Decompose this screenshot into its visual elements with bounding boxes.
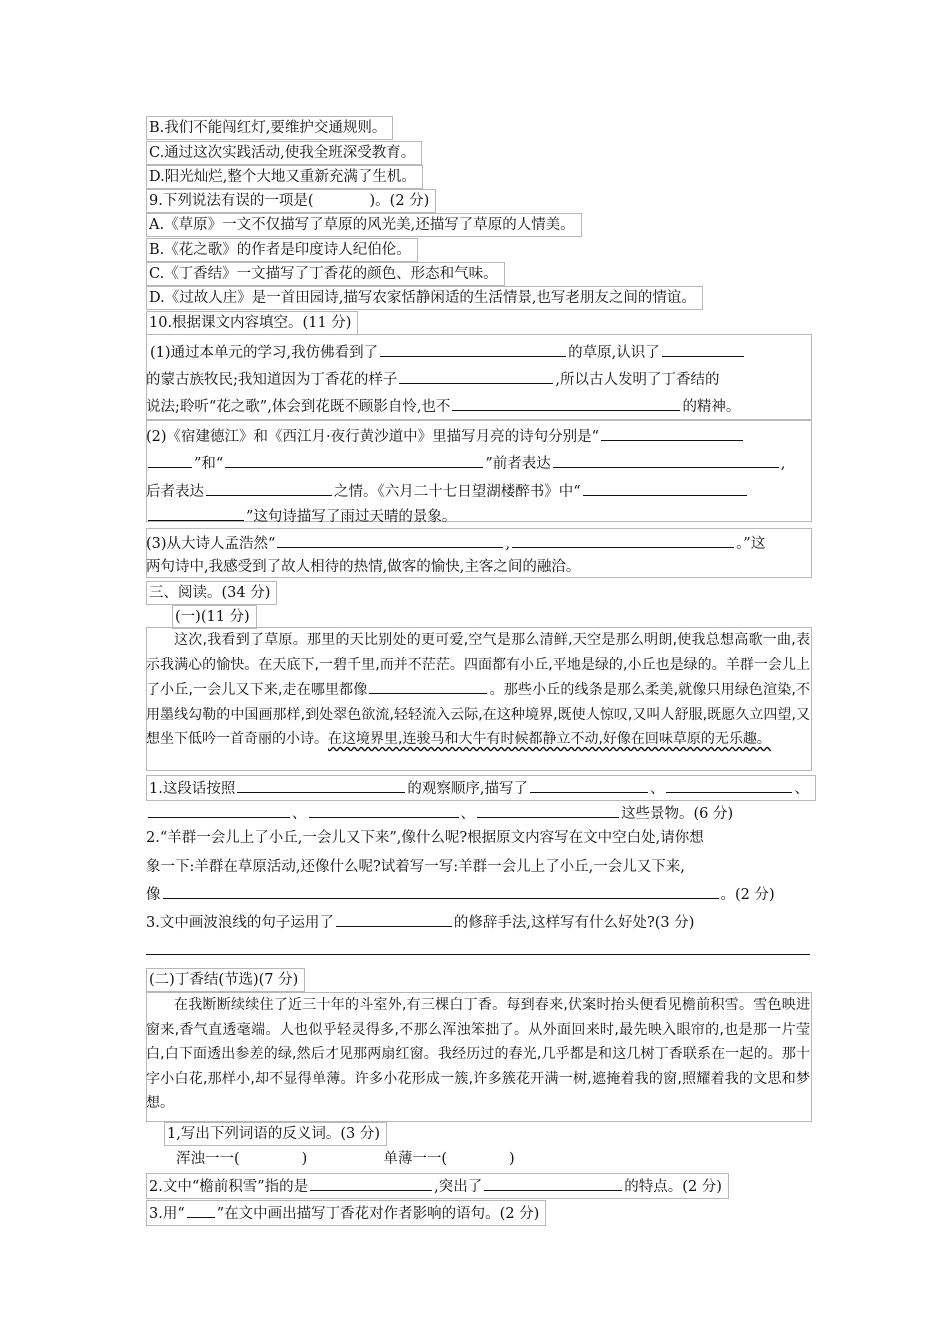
q10-p2-text-b: ”和“ — [194, 456, 224, 472]
q10-blank-9b[interactable] — [148, 504, 244, 521]
q10-blank-2[interactable] — [662, 340, 744, 357]
r1-text-f: 、 — [460, 806, 475, 822]
r3-answer-line[interactable] — [146, 954, 810, 955]
q10-blank-5b[interactable] — [148, 451, 192, 468]
q9-option-c: C.《丁香结》一文描写了丁香花的颜色、形态和气味。 — [146, 262, 505, 286]
q8-option-c: C.通过这次实践活动,使我全班深受教育。 — [146, 141, 422, 165]
passage1-wavy-sentence: 在这境界里,连骏马和大牛有时候都静立不动,好像在回味草原的无乐趣。 — [328, 731, 771, 747]
q10-blank-9a[interactable] — [583, 479, 747, 496]
r1-blank-3[interactable] — [148, 801, 290, 818]
part2-title: (二)丁香结(节选)(7 分) — [146, 968, 305, 992]
q10-p1-text-a: (1)通过本单元的学习,我仿佛看到了 — [150, 345, 379, 361]
q10-part1-line3 — [146, 394, 740, 418]
s3-text-b: ”在文中画出描写丁香花对作者影响的语句。(2 分) — [216, 1206, 540, 1222]
passage2-text: 在我断断续续住了近三十年的斗室外,有三棵白丁香。每到春来,伏案时抬头便看见檐前积雪。雪色映进窗来,香气直透毫端。人也似乎轻灵得多,不那么浑浊笨拙了。从外面回来时,最先映入眼帘的,也是那一片莹白,白下面透出参差的绿,然后才见那两扇红窗。我经历过的春光,几乎都是和这几树丁香联系在一起的。那十字小白花,那样小,却不显得单薄。许多小花形成一簇,许多簇花开满一树,遮掩着我的窗,照耀着我的文思和梦想。 — [146, 997, 810, 1111]
q10-p1-text-f: 的精神。 — [682, 399, 741, 415]
q9-option-d: D.《过故人庄》是一首田园诗,描写农家恬静闲适的生活情景,也写老朋友之间的情谊。 — [146, 286, 703, 310]
part1-title: (一)(11 分) — [172, 605, 257, 629]
q10-part2-line4 — [146, 504, 456, 528]
s2-blank-2[interactable] — [484, 1174, 622, 1191]
passage1-text-b: 。那些小丘的线条是那么柔美,就像只用绿色渲染,不用墨线勾勒的中国画那样,到处翠色欲流,轻轻流入云际,在这种境界,既使人惊叹,又叫人舒服,既愿久立四望,又想坐下低吟一首奇丽的小诗。 — [146, 682, 810, 747]
passage1-text-a: 这次,我看到了草原。那里的天比别处的更可爱,空气是那么清鲜,天空是那么明朗,使我总想高歌一曲,表示我满心的愉快。在天底下,一碧千里,而并不茫茫。四面都有小丘,平地是绿的,小丘也是绿的。羊群一会儿上了小丘,一会儿又下来,走在哪里都像 — [146, 632, 810, 698]
q9-stem-start: 9.下列说法有误的一项是( — [149, 193, 314, 209]
r1-text-g: 这些景物。(6 分) — [621, 806, 734, 822]
s3-line — [146, 1200, 546, 1226]
q9-stem — [146, 189, 436, 213]
r3-blank-rhetoric[interactable] — [336, 910, 452, 927]
r3-text-a: 3.文中画波浪线的句子运用了 — [146, 915, 334, 931]
q10-blank-11[interactable] — [512, 531, 734, 548]
q10-p1-text-b: 的草原,认识了 — [568, 345, 660, 361]
q10-p3-text-c: 。”这 — [736, 536, 766, 552]
q10-p1-text-c: 的蒙古族牧民;我知道因为丁香花的样子 — [146, 372, 398, 388]
section3-title: 三、阅读。(34 分) — [146, 581, 277, 605]
r2-text-d: 。(2 分) — [720, 887, 775, 903]
q10-p2-text-a: (2)《宿建德江》和《西江月·夜行黄沙道中》里描写月亮的诗句分别是“ — [146, 429, 600, 445]
s1-word2-end: ) — [509, 1151, 515, 1167]
s1-word1: 浑浊一一( — [176, 1151, 240, 1167]
s2-text-a: 2.文中“檐前积雪”指的是 — [149, 1179, 309, 1195]
q9-option-b: B.《花之歌》的作者是印度诗人纪伯伦。 — [146, 238, 418, 262]
q9-stem-end: )。(2 分) — [369, 193, 430, 209]
r2-line1: 2.“羊群一会儿上了小丘,一会儿又下来”,像什么呢?根据原文内容写在文中空白处,请你想 — [146, 830, 704, 846]
r1-text-b: 的观察顺序,描写了 — [407, 781, 528, 797]
r1-blank-5[interactable] — [477, 801, 619, 818]
r1-blank-1[interactable] — [530, 776, 648, 793]
s2-blank-1[interactable] — [310, 1174, 432, 1191]
q10-part1-line2 — [146, 367, 720, 391]
q10-blank-10[interactable] — [277, 531, 503, 548]
q10-title: 10.根据课文内容填空。(11 分) — [146, 311, 358, 335]
q10-part3-line1 — [146, 531, 765, 555]
r1-line1 — [146, 775, 816, 801]
q10-p2-text-f: 之情。《六月二十七日望湖楼醉书》中“ — [334, 484, 581, 500]
q10-p3-text-a: (3)从大诗人孟浩然“ — [146, 536, 276, 552]
r1-text-d: 、 — [794, 781, 809, 797]
r1-text-a: 1.这段话按照 — [149, 781, 236, 797]
s2-text-b: ,突出了 — [434, 1179, 483, 1195]
s2-text-c: 的特点。(2 分) — [624, 1179, 722, 1195]
q10-p2-text-c: ”前者表达 — [485, 456, 551, 472]
q10-blank-5a[interactable] — [601, 424, 743, 441]
s1-title: 1,写出下列词语的反义词。(3 分) — [164, 1122, 387, 1146]
s2-line — [146, 1173, 729, 1199]
q10-blank-7[interactable] — [553, 451, 779, 468]
r1-text-c: 、 — [649, 781, 665, 797]
q10-p1-text-d: ,所以古人发明了丁香结的 — [555, 372, 720, 388]
q10-part2-line2 — [146, 451, 785, 475]
r2-line2: 象一下:羊群在草原活动,还像什么呢?试着写一写:羊群一会儿上了小丘,一会儿又下来, — [146, 859, 685, 875]
q8-option-d: D.阳光灿烂,整个大地又重新充满了生机。 — [146, 165, 423, 189]
r3-text-b: 的修辞手法,这样写有什么好处?(3 分) — [453, 915, 695, 931]
q10-p1-text-e: 说法;聆听“花之歌”,体会到花既不顾影自怜,也不 — [146, 399, 451, 415]
q10-blank-4[interactable] — [452, 394, 680, 411]
r1-blank-2[interactable] — [666, 776, 792, 793]
r1-line2 — [146, 801, 733, 825]
s1-word2: 单薄一一( — [383, 1151, 448, 1167]
s1-word1-end: ) — [301, 1151, 308, 1167]
q10-p2-text-e: 后者表达 — [146, 484, 204, 500]
q10-blank-8[interactable] — [206, 479, 332, 496]
s3-mark-symbol — [187, 1201, 215, 1218]
q10-blank-1[interactable] — [380, 340, 566, 357]
s3-text-a: 3.用“ — [149, 1206, 185, 1222]
r1-blank-order[interactable] — [237, 776, 405, 793]
q10-part3-line2: 两句诗中,我感受到了故人相待的热情,做客的愉快,主客之间的融洽。 — [146, 559, 581, 575]
q10-blank-3[interactable] — [399, 367, 553, 384]
r2-text-c: 像 — [146, 887, 161, 903]
q10-p2-text-g: ”这句诗描写了雨过天晴的景象。 — [246, 509, 457, 525]
passage2 — [146, 993, 810, 1116]
r2-line3 — [146, 882, 775, 906]
r1-blank-4[interactable] — [309, 801, 459, 818]
q10-blank-6[interactable] — [225, 451, 483, 468]
q10-p3-text-b: , — [505, 536, 511, 552]
s1-words — [176, 1148, 515, 1170]
r2-blank[interactable] — [163, 882, 719, 899]
r1-text-e: 、 — [292, 806, 307, 822]
q9-option-a: A.《草原》一文不仅描写了草原的风光美,还描写了草原的人情美。 — [146, 213, 582, 237]
passage1 — [146, 628, 810, 752]
q10-part1-line1 — [150, 340, 746, 364]
q8-option-b: B.我们不能闯红灯,要维护交通规则。 — [146, 116, 393, 140]
q10-part2-line1 — [146, 424, 745, 448]
q10-part2-line3 — [146, 479, 749, 503]
passage1-blank[interactable] — [369, 677, 487, 694]
r3-line1 — [146, 910, 694, 934]
q10-p2-text-d: , — [780, 456, 786, 472]
